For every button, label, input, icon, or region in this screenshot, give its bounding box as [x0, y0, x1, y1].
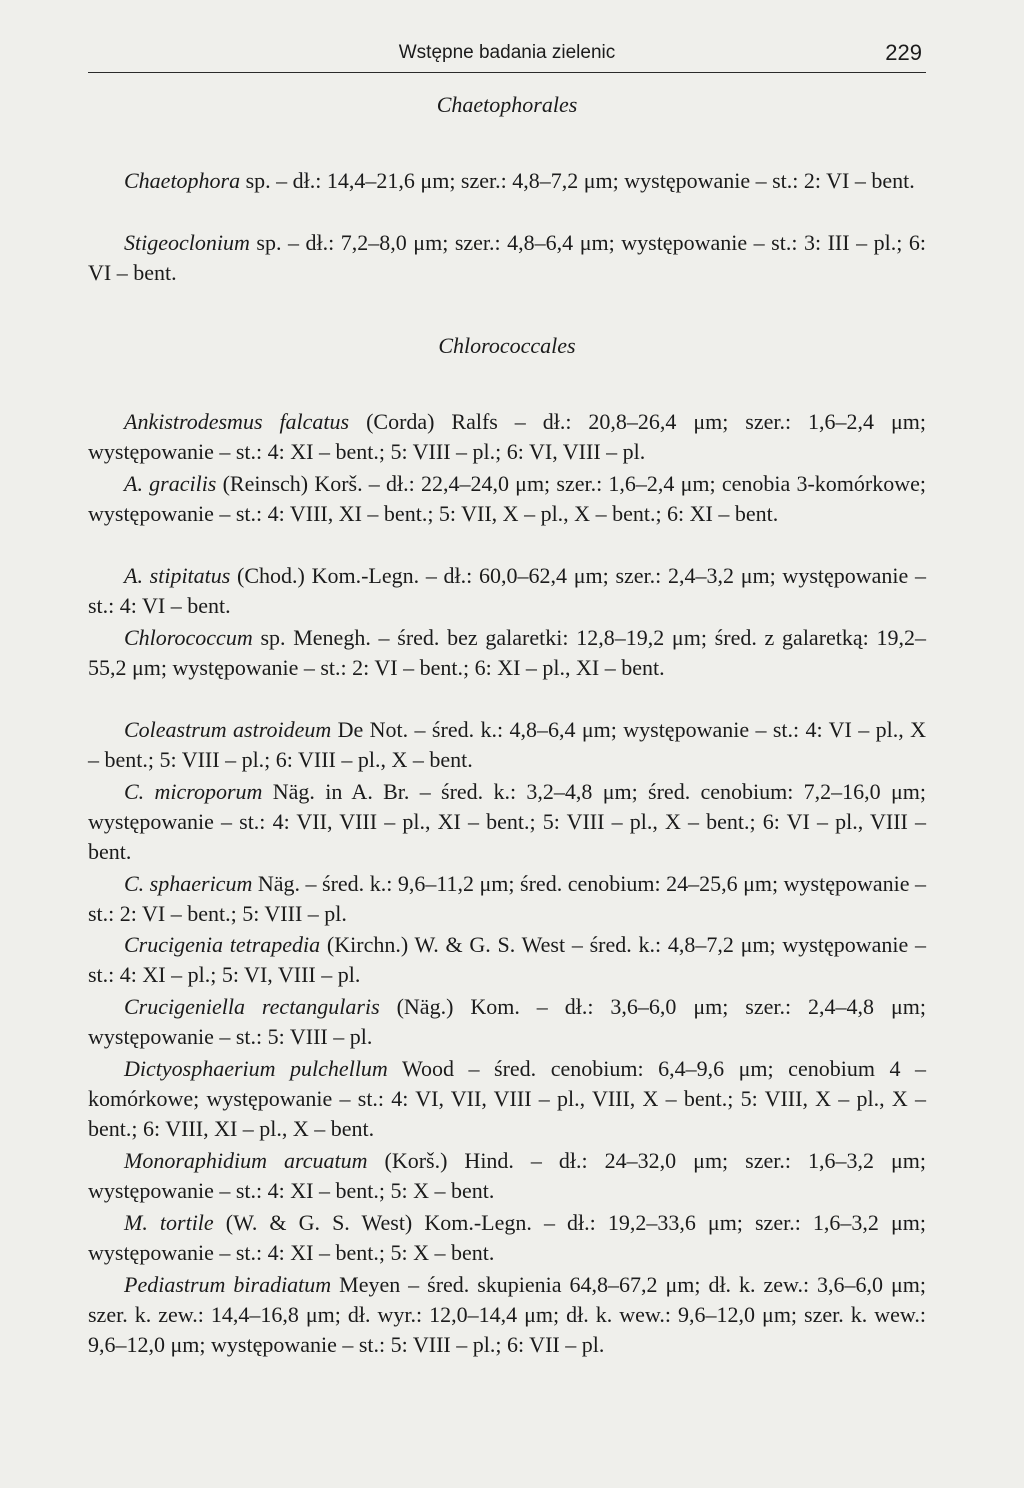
page-header — [88, 40, 926, 73]
taxon-name: M. tortile — [124, 1210, 214, 1235]
species-entry — [88, 623, 926, 683]
entry-text: Wood – śred. cenobium: 6,4–9,6 μm; cenobium 4 – komórkowe; występowanie – st.: 4: VI, VII, VIII – pl., VIII, X – bent.; 5: VIII, X – pl., X – bent.; 6: VIII, XI – pl., X – bent. — [88, 1056, 926, 1141]
taxon-name: Chaetophora — [124, 168, 241, 193]
entry-text: sp. – dł.: 14,4–21,6 μm; szer.: 4,8–7,2 μm; występowanie – st.: 2: VI – bent. — [240, 168, 915, 193]
taxon-name: Monoraphidium arcuatum — [124, 1148, 368, 1173]
entry-text: Näg. in A. Br. – śred. k.: 3,2–4,8 μm; śred. cenobium: 7,2–16,0 μm; występowanie – st.: 4: VII, VIII – pl., XI – bent.; 5: VIII – pl., X – bent.; 6: VI – pl., VIII – bent. — [88, 779, 927, 864]
entry-text: sp. – dł.: 7,2–8,0 μm; szer.: 4,8–6,4 μm; występowanie – st.: 3: III – pl.; 6: VI – bent. — [88, 230, 926, 285]
running-title: Wstępne badania zielenic — [398, 42, 616, 63]
species-entry — [88, 777, 926, 867]
entry-text: Meyen – śred. skupienia 64,8–67,2 μm; dł. k. zew.: 3,6–6,0 μm; szer. k. zew.: 14,4–16,8 μm; dł. wyr.: 12,0–14,4 μm; dł. k. wew.: 9,6–12,0 μm; szer. k. wew.: 9,6–12,0 μm; występowanie – st.: 5: VIII – pl.; 6: VII – pl. — [88, 1272, 926, 1357]
taxon-name: Chlorococcum — [124, 625, 253, 650]
species-entry — [88, 166, 926, 196]
taxon-name: C. microporum — [124, 779, 263, 804]
taxon-name: Crucigeniella rectangularis — [124, 994, 380, 1019]
species-entry — [88, 1270, 926, 1360]
entry-text: De Not. – śred. k.: 4,8–6,4 μm; występowanie – st.: 4: VI – pl., X – bent.; 5: VIII – pl.; 6: VIII – pl., X – bent. — [88, 717, 926, 772]
entry-text: sp. Menegh. – śred. bez galaretki: 12,8–19,2 μm; śred. z galaretką: 19,2–55,2 μm; występowanie – st.: 2: VI – bent.; 6: XI – pl., XI – bent. — [88, 625, 926, 680]
species-entry — [88, 1208, 926, 1268]
species-entry — [88, 992, 926, 1052]
species-entry — [88, 1146, 926, 1206]
entry-text: (Korš.) Hind. – dł.: 24–32,0 μm; szer.: 1,6–3,2 μm; występowanie – st.: 4: XI – bent.; 5: X – bent. — [88, 1148, 926, 1203]
species-entry — [88, 228, 926, 288]
section-heading: Chaetophorales — [436, 92, 578, 117]
species-entry — [88, 1054, 926, 1144]
taxon-name: Pediastrum biradiatum — [124, 1272, 332, 1297]
taxon-name: Crucigenia tetrapedia — [124, 932, 321, 957]
entry-text: (Corda) Ralfs – dł.: 20,8–26,4 μm; szer.: 1,6–2,4 μm; występowanie – st.: 4: XI – bent.; 5: VIII – pl.; 6: VI, VIII – pl. — [88, 409, 926, 464]
entry-text: (Chod.) Kom.-Legn. – dł.: 60,0–62,4 μm; szer.: 2,4–3,2 μm; występowanie – st.: 4: VI – bent. — [88, 563, 926, 618]
section-heading: Chlorococcales — [438, 333, 576, 358]
taxon-name: Coleastrum astroideum — [124, 717, 332, 742]
taxon-name: Dictyosphaerium pulchellum — [124, 1056, 388, 1081]
entry-text: (W. & G. S. West) Kom.-Legn. – dł.: 19,2–33,6 μm; szer.: 1,6–3,2 μm; występowanie – st.: 4: XI – bent.; 5: X – bent. — [88, 1210, 926, 1265]
entry-text: (Näg.) Kom. – dł.: 3,6–6,0 μm; szer.: 2,4–4,8 μm; występowanie – st.: 5: VIII – pl. — [88, 994, 926, 1049]
taxon-name: C. sphaericum — [124, 871, 253, 896]
taxon-name: A. stipitatus — [124, 563, 231, 588]
entry-text: (Kirchn.) W. & G. S. West – śred. k.: 4,8–7,2 μm; występowanie – st.: 4: XI – pl.; 5: VI, VIII – pl. — [88, 932, 926, 987]
taxon-name: Ankistrodesmus falcatus — [124, 409, 350, 434]
entry-text: (Reinsch) Korš. – dł.: 22,4–24,0 μm; szer.: 1,6–2,4 μm; cenobia 3-komórkowe; występowanie – st.: 4: VIII, XI – bent.; 5: VII, X – pl., X – bent.; 6: XI – bent. — [88, 471, 926, 526]
species-entry — [88, 869, 926, 929]
taxon-name: Stigeoclonium — [124, 230, 250, 255]
species-entry — [88, 715, 926, 775]
page-number: 229 — [885, 40, 922, 65]
entry-text: Näg. – śred. k.: 9,6–11,2 μm; śred. cenobium: 24–25,6 μm; występowanie – st.: 2: VI – bent.; 5: VIII – pl. — [88, 871, 927, 926]
taxon-name: A. gracilis — [124, 471, 217, 496]
species-entry — [88, 407, 926, 467]
species-entry — [88, 469, 926, 529]
species-entry — [88, 930, 926, 990]
species-entry — [88, 561, 926, 621]
